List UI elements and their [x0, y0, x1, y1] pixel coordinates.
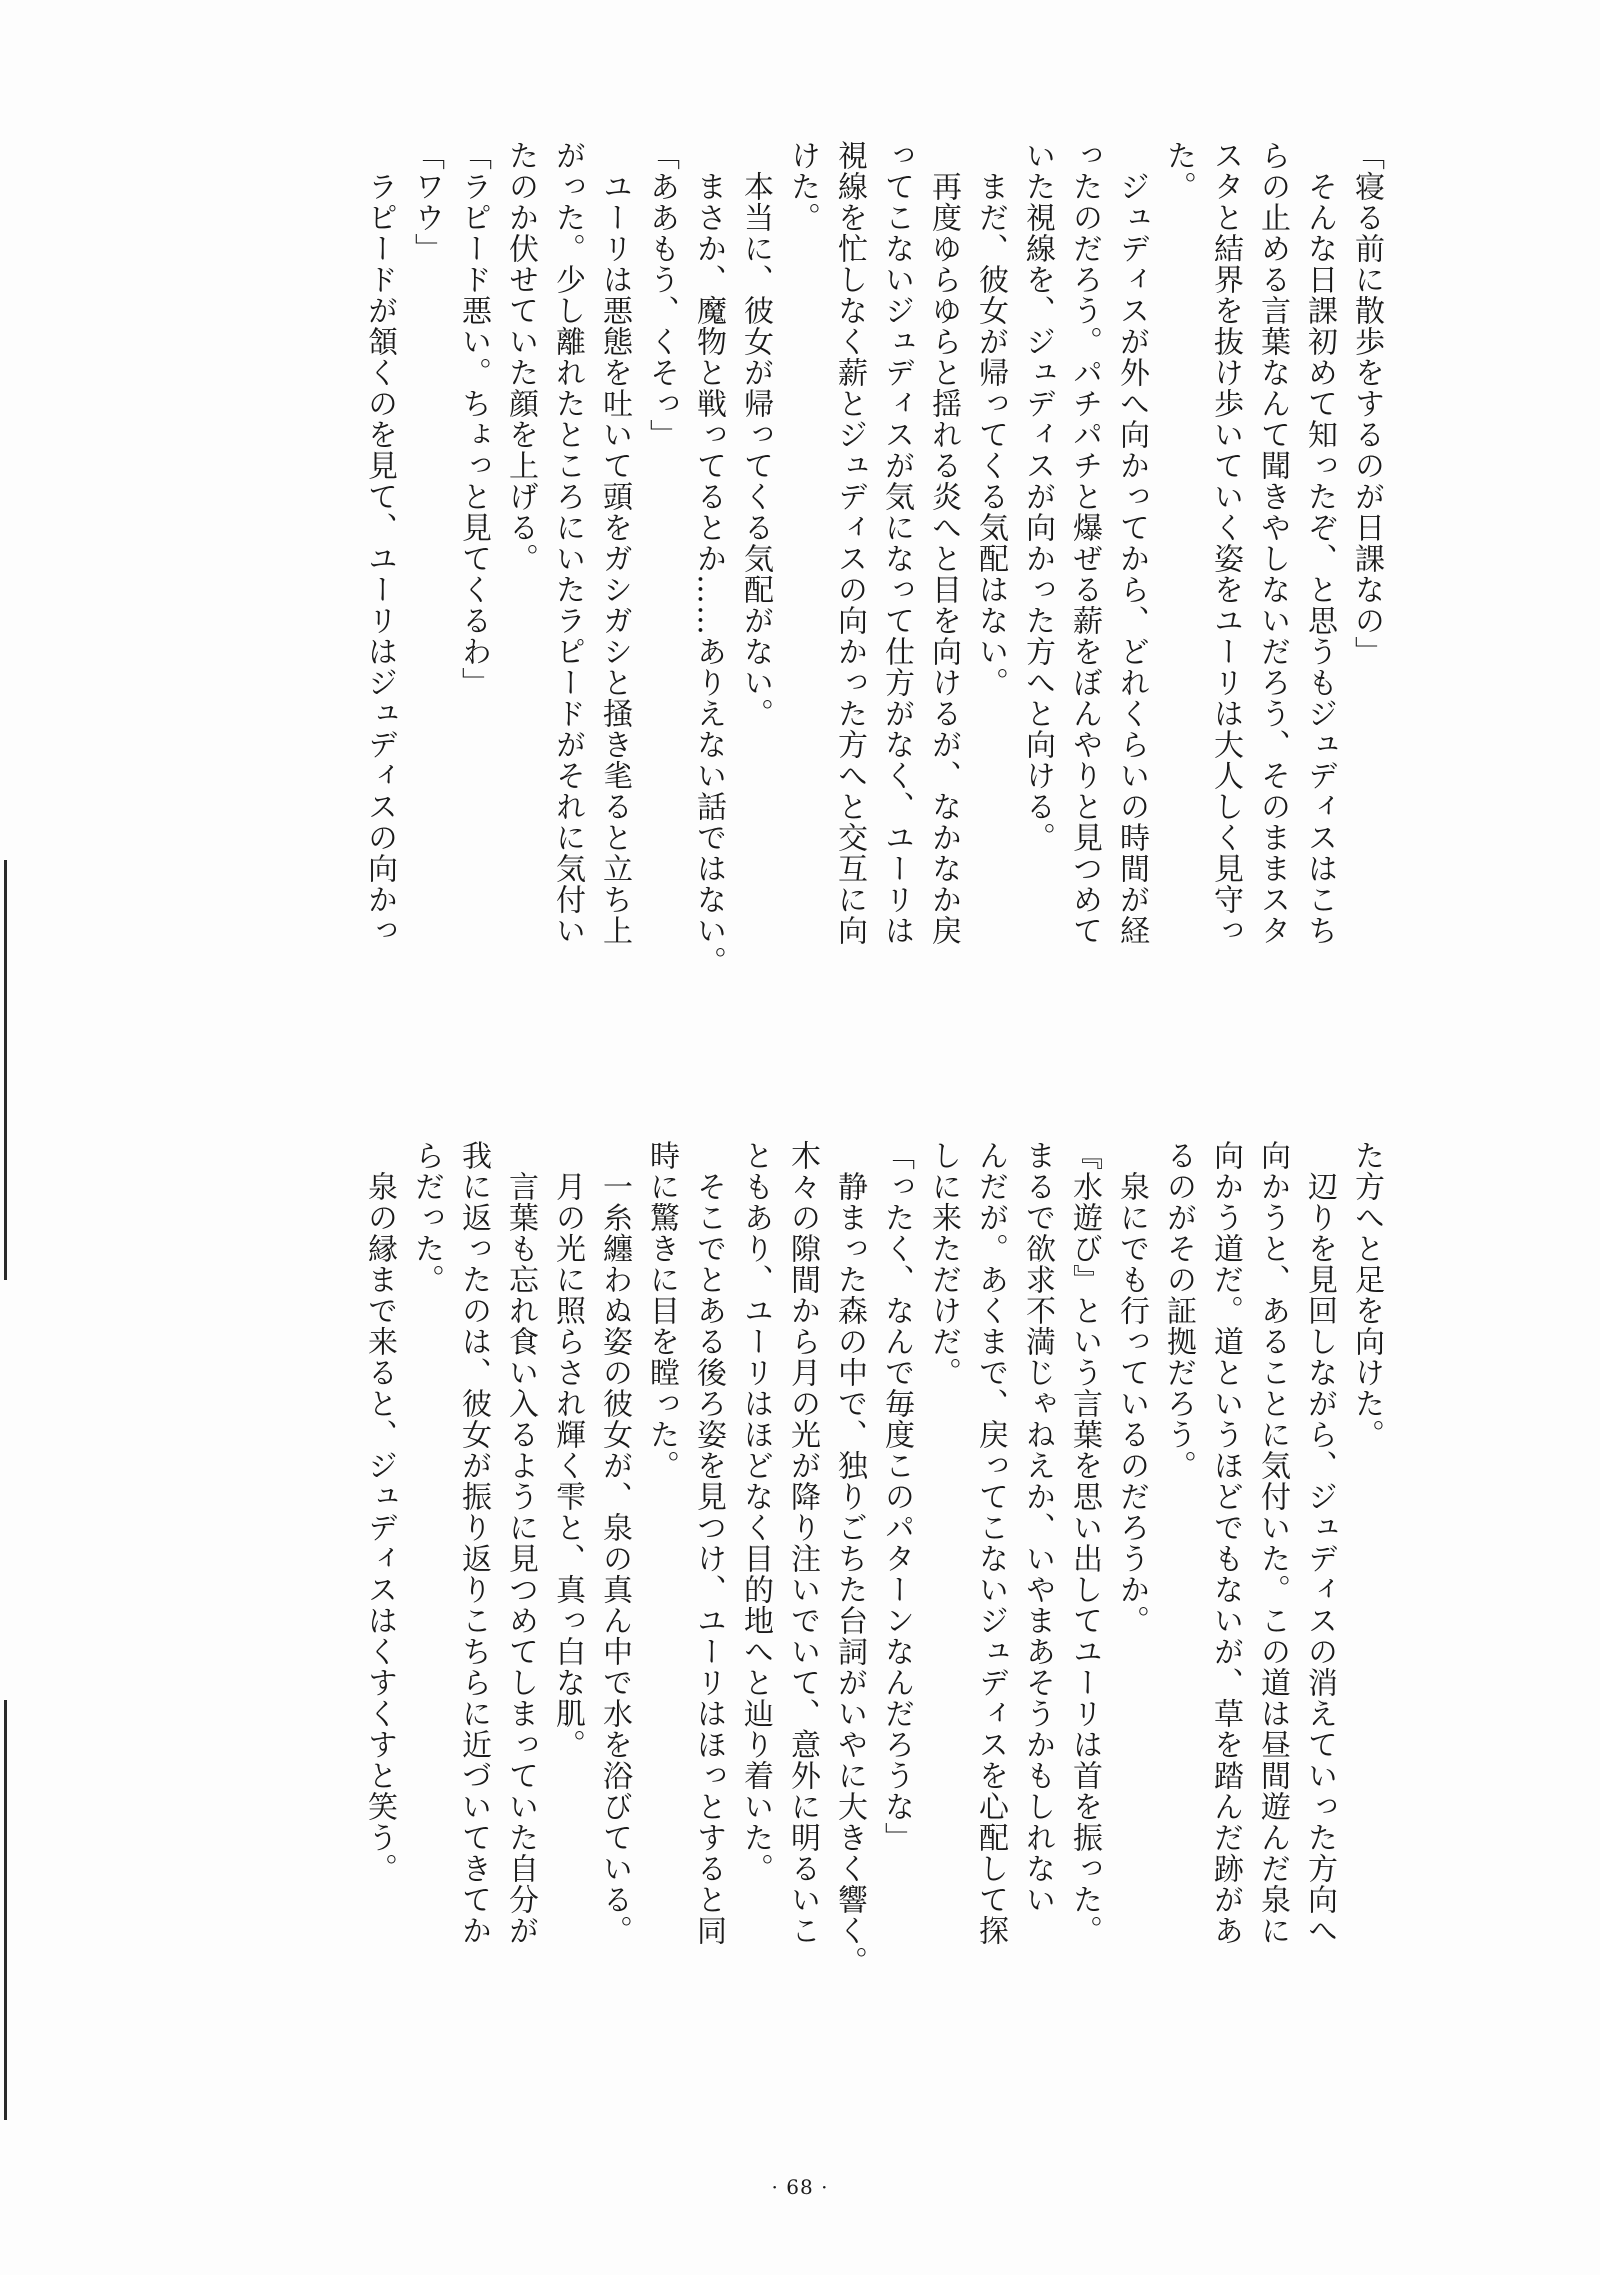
text-line: 再度ゆらゆらと揺れる炎へと目を向けるが、なかなか戻 — [926, 140, 961, 946]
text-line: 「ったく、なんで毎度このパターンなんだろうな」 — [879, 1140, 914, 1853]
text-line: らの止める言葉なんて聞きやしないだろう、そのままスタ — [1255, 140, 1290, 946]
page-number: · 68 · — [771, 2175, 829, 2199]
text-line: がった。少し離れたところにいたラピードがそれに気付い — [550, 140, 585, 946]
text-line: ユーリは悪態を吐いて頭をガシガシと掻き毟ると立ち上 — [597, 140, 632, 946]
text-line: た。 — [1161, 140, 1196, 202]
text-line: 向かうと、あることに気付いた。この道は昼間遊んだ泉に — [1255, 1140, 1290, 1946]
text-line: 木々の隙間から月の光が降り注いでいて、意外に明るいこ — [785, 1140, 820, 1946]
text-line: 『水遊び』という言葉を思い出してユーリは首を振った。 — [1067, 1140, 1102, 1946]
text-line: 言葉も忘れ食い入るように見つめてしまっていた自分が — [503, 1140, 538, 1946]
text-line: 辺りを見回しながら、ジュディスの消えていった方向へ — [1302, 1140, 1337, 1946]
text-line: 時に驚きに目を瞠った。 — [644, 1140, 679, 1481]
text-line: ラピードが頷くのを見て、ユーリはジュディスの向かっ — [362, 140, 397, 946]
text-block-lower — [356, 1140, 1390, 2100]
text-line: た方へと足を向けた。 — [1349, 1140, 1384, 1450]
text-line: 「ラピード悪い。ちょっと見てくるわ」 — [456, 140, 491, 698]
text-line: まだ、彼女が帰ってくる気配はない。 — [973, 140, 1008, 698]
text-line: らだった。 — [409, 1140, 444, 1295]
text-line: いた視線を、ジュディスが向かった方へと向ける。 — [1020, 140, 1055, 853]
text-line: んだが。あくまで、戻ってこないジュディスを心配して探 — [973, 1140, 1008, 1946]
text-line: ったのだろう。パチパチと爆ぜる薪をぼんやりと見つめて — [1067, 140, 1102, 946]
text-line: 月の光に照らされ輝く雫と、真っ白な肌。 — [550, 1140, 585, 1760]
text-line: るのがその証拠だろう。 — [1161, 1140, 1196, 1481]
scan-edge-mark-upper — [4, 860, 7, 1280]
text-line: 静まった森の中で、独りごちた台詞がいやに大きく響く。 — [832, 1140, 867, 1977]
text-line: そこでとある後ろ姿を見つけ、ユーリはほっとすると同 — [691, 1140, 726, 1946]
text-line: 我に返ったのは、彼女が振り返りこちらに近づいてきてか — [456, 1140, 491, 1946]
text-block-upper — [356, 140, 1390, 1100]
text-line: 泉にでも行っているのだろうか。 — [1114, 1140, 1149, 1636]
text-line: 「ワウ」 — [409, 140, 444, 264]
text-line: ってこないジュディスが気になって仕方がなく、ユーリは — [879, 140, 914, 946]
text-line: しに来ただけだ。 — [926, 1140, 961, 1388]
scan-edge-mark-lower — [4, 1700, 7, 2120]
text-line: 視線を忙しなく薪とジュディスの向かった方へと交互に向 — [832, 140, 867, 946]
text-line: 向かう道だ。道というほどでもないが、草を踏んだ跡があ — [1208, 1140, 1243, 1946]
text-line: ともあり、ユーリはほどなく目的地へと辿り着いた。 — [738, 1140, 773, 1884]
text-line: 本当に、彼女が帰ってくる気配がない。 — [738, 140, 773, 729]
text-line: そんな日課初めて知ったぞ、と思うもジュディスはこち — [1302, 140, 1337, 946]
text-line: まさか、魔物と戦ってるとか……ありえない話ではない。 — [691, 140, 726, 977]
text-line: 「寝る前に散歩をするのが日課なの」 — [1349, 140, 1384, 667]
text-line: 一糸纏わぬ姿の彼女が、泉の真ん中で水を浴びている。 — [597, 1140, 632, 1946]
text-line: ジュディスが外へ向かってから、どれくらいの時間が経 — [1114, 140, 1149, 946]
text-line: けた。 — [785, 140, 820, 233]
text-line: 泉の縁まで来ると、ジュディスはくすくすと笑う。 — [362, 1140, 397, 1884]
text-line: 「ああもう、くそっ」 — [644, 140, 679, 450]
text-line: たのか伏せていた顔を上げる。 — [503, 140, 538, 574]
text-line: まるで欲求不満じゃねえか、いやまあそうかもしれない — [1020, 1140, 1055, 1915]
text-line: スタと結界を抜け歩いていく姿をユーリは大人しく見守っ — [1208, 140, 1243, 946]
